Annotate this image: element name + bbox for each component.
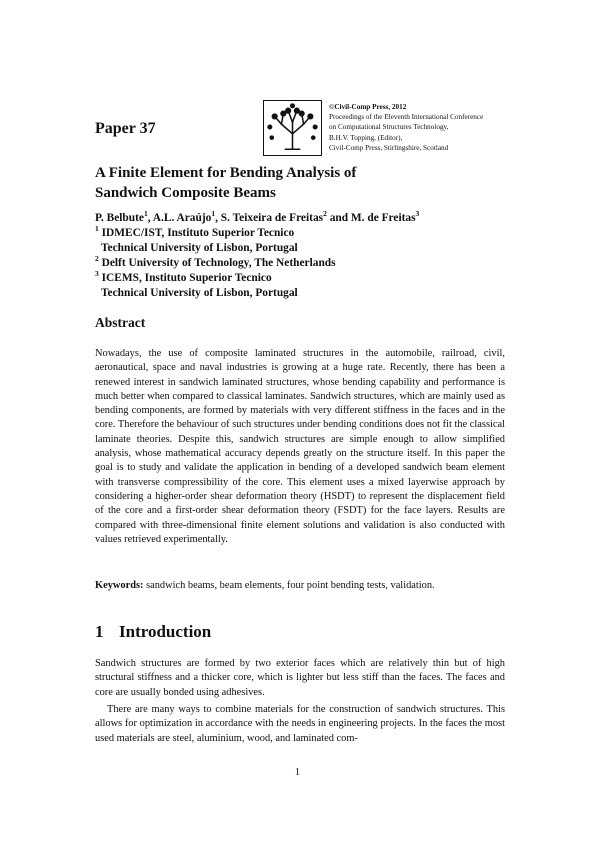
author-name: M. de Freitas [350, 212, 416, 224]
author-list [95, 211, 515, 226]
section-title: Introduction [119, 622, 212, 641]
title-line-1: A Finite Element for Bending Analysis of [95, 165, 357, 181]
author-affiliation-mark: 3 [415, 209, 420, 219]
author-separator: , [147, 212, 153, 224]
section-number: 1 [95, 622, 104, 641]
affiliation-text: IDMEC/IST, Instituto Superior Tecnico [101, 227, 295, 239]
affiliation-text: Delft University of Technology, The Netherlands [101, 257, 336, 269]
publisher-info [329, 102, 519, 153]
paper-title [95, 163, 515, 203]
paper-number: Paper 37 [95, 120, 156, 137]
authors-block [95, 211, 515, 301]
author-affiliation-mark: 2 [323, 209, 327, 219]
conference-line: on Computational Structures Technology, [329, 123, 449, 132]
affiliation-mark: 3 [95, 269, 99, 279]
tree-icon [264, 101, 321, 155]
proceedings-line: Proceedings of the Eleventh International Conference [329, 113, 484, 122]
keywords-text: sandwich beams, beam elements, four point bending tests, validation. [143, 580, 435, 591]
affiliation-line [95, 271, 515, 286]
affiliation-text: ICEMS, Instituto Superior Tecnico [101, 272, 272, 284]
intro-paragraph-1: Sandwich structures are formed by two exterior faces which are relatively thin but of high structural stiffness and a thicker core, which is lighter but less stiff than the faces. The faces and core are usually bonded using adhesives. [95, 658, 505, 698]
author-affiliation-mark: 1 [211, 209, 216, 219]
author-separator: , [215, 212, 221, 224]
affiliation-line [95, 241, 515, 256]
title-line-2: Sandwich Composite Beams [95, 185, 276, 201]
author-separator: and [326, 212, 351, 224]
copyright-line: ©Civil-Comp Press, 2012 [329, 103, 407, 111]
affiliation-mark: 1 [95, 224, 99, 234]
affiliation-mark: 2 [95, 254, 99, 264]
publisher-line: Civil-Comp Press, Stirlingshire, Scotland [329, 143, 449, 152]
author-name: P. Belbute [95, 212, 144, 224]
page-number: 1 [294, 767, 301, 778]
civil-comp-logo [263, 100, 322, 156]
editor-line: B.H.V. Topping, (Editor), [329, 133, 403, 142]
keywords-line [95, 579, 505, 593]
affiliation-line [95, 256, 515, 271]
affiliation-line [95, 226, 515, 241]
intro-paragraph-2: There are many ways to combine materials for the construction of sandwich structures. This allows for optimization in accordance with the needs in engineering projects. In the faces the most used materials are steel, aluminium, wood, and laminated com- [95, 704, 505, 744]
section-heading-introduction [95, 622, 211, 642]
keywords-label: Keywords: [95, 580, 144, 591]
affiliation-line [95, 286, 515, 301]
author-name: S. Teixeira de Freitas [220, 212, 324, 224]
author-name: A.L. Araújo [152, 212, 212, 224]
abstract-heading: Abstract [95, 315, 146, 330]
affiliation-text: Technical University of Lisbon, Portugal [101, 287, 298, 299]
abstract-paragraph: Nowadays, the use of composite laminated structures in the automobile, railroad, civil, aeronautical, space and naval industries is growing at a huge rate. Recently, there has been a renewed interest in sandwich laminated structures, whose bending capability and performance is much better when compared to classical laminates. Sandwich structures, which are mainly used as bending components, are formed by materials with very different stiffness in the faces and in the core. Therefore the behaviour of such structures under bending conditions does not fit the classical laminate theories. Despite this, sandwich structures are simple enough to allow simplified analysis, whose mathematical accuracy depends greatly on the structure itself. In this paper the goal is to study and validate the application in bending of a developed sandwich beam element with transverse compressibility of the core. This element uses a mixed layerwise approach by considering a higher-order shear deformation theory (HSDT) to represent the displacement field of the core and a first-order shear deformation theory (FSDT) for the face layers. Results are compared with three-dimensional finite element solutions and validation is also conducted with values retrieved experimentally. [95, 348, 505, 545]
affiliation-text: Technical University of Lisbon, Portugal [101, 242, 298, 254]
author-affiliation-mark: 1 [143, 209, 148, 219]
